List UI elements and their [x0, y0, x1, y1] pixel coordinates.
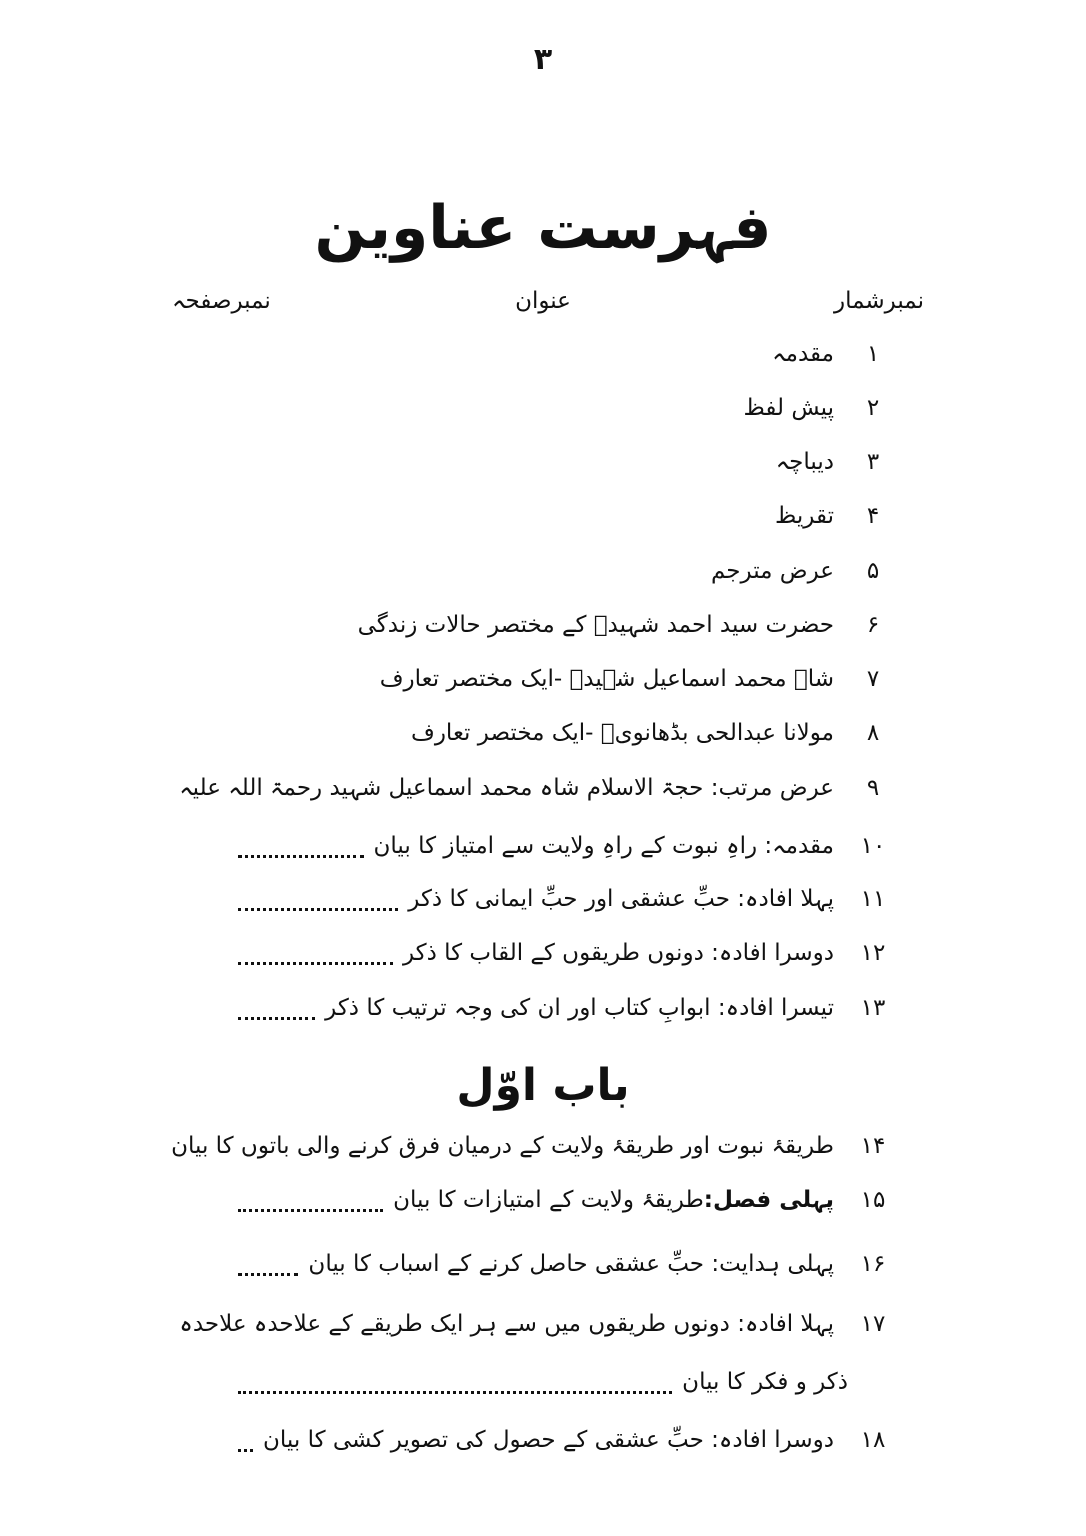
- toc-row: [238, 657, 898, 701]
- toc-leader: [238, 1447, 253, 1452]
- page-number: ۳: [533, 42, 553, 77]
- section-heading: باب اوّل: [456, 1060, 630, 1111]
- toc-number: ۱۷: [860, 1311, 886, 1337]
- toc-row: [238, 711, 898, 755]
- toc-title: طریقۂ نبوت اور طریقۂ ولایت کے درمیان فرق کرنے والی باتوں کا بیان: [171, 1133, 834, 1159]
- toc-leader: [238, 960, 393, 965]
- toc-row: [238, 986, 898, 1030]
- toc-title: پہلی ہدایت: حبِّ عشقی حاصل کرنے کے اسباب کا بیان: [308, 1251, 834, 1277]
- toc-title: مولانا عبدالحی بڈھانویؒ -ایک مختصر تعارف: [410, 720, 834, 746]
- toc-row: [238, 1242, 898, 1286]
- toc-title: پہلا افادہ: دونوں طریقوں میں سے ہر ایک طریقے کے علاحدہ علاحدہ: [179, 1311, 834, 1337]
- toc-leader: [238, 906, 398, 911]
- toc-row: [238, 332, 898, 376]
- toc-number: ۱۱: [860, 886, 886, 912]
- toc-title: شاہ محمد اسماعیل شہیدؒ -ایک مختصر تعارف: [379, 666, 834, 692]
- toc-row: [179, 766, 898, 810]
- toc-number: ۵: [866, 558, 880, 584]
- toc-row: [238, 1418, 898, 1462]
- toc-number: ۹: [866, 775, 880, 801]
- toc-number: ۴: [866, 503, 880, 529]
- toc-title: پہلا افادہ: حبِّ عشقی اور حبِّ ایمانی کا ذکر: [408, 886, 834, 912]
- toc-leader: [238, 1207, 383, 1212]
- toc-title: دوسرا افادہ: حبِّ عشقی کے حصول کی تصویر کشی کا بیان: [263, 1427, 834, 1453]
- toc-row: [238, 877, 898, 921]
- toc-title: عرض مرتب: حجۃ الاسلام شاہ محمد اسماعیل شہید رحمۃ اللہ علیہ: [179, 775, 834, 801]
- toc-title-group: [393, 1187, 848, 1213]
- toc-number: ۱۳: [860, 995, 886, 1021]
- toc-leader: [238, 1015, 315, 1020]
- toc-row: [179, 1302, 898, 1346]
- toc-row: [238, 549, 898, 593]
- toc-title: پیش لفظ: [743, 395, 834, 421]
- toc-row: [238, 931, 898, 975]
- toc-title: مقدمہ: راہِ نبوت کے راہِ ولایت سے امتیاز کا بیان: [373, 833, 834, 859]
- toc-number: ۱۸: [860, 1427, 886, 1453]
- toc-number: ۸: [866, 720, 880, 746]
- toc-number: ۱۵: [860, 1187, 886, 1213]
- toc-title: عرض مترجم: [710, 558, 834, 584]
- toc-title: ذکر و فکر کا بیان: [682, 1369, 848, 1395]
- toc-title: تیسرا افادہ: ابوابِ کتاب اور ان کی وجہ ترتیب کا ذکر: [325, 995, 834, 1021]
- toc-row-continuation: [238, 1360, 848, 1404]
- toc-title: حضرت سید احمد شہیدؒ کے مختصر حالات زندگی: [357, 612, 834, 638]
- toc-row: [238, 603, 898, 647]
- toc-title-bold: پہلی فصل:: [703, 1187, 834, 1213]
- toc-number: ۱: [866, 341, 880, 367]
- header-serial-number: نمبرشمار: [833, 288, 924, 314]
- toc-title: دیباچہ: [775, 449, 834, 475]
- toc-number: ۲: [866, 395, 880, 421]
- toc-row: [238, 494, 898, 538]
- toc-number: ۶: [866, 612, 880, 638]
- toc-leader: [238, 853, 364, 858]
- toc-number: ۷: [866, 666, 880, 692]
- toc-row: [238, 1178, 898, 1222]
- toc-number: ۱۲: [860, 940, 886, 966]
- header-title: عنوان: [515, 288, 571, 314]
- toc-number: ۳: [866, 449, 880, 475]
- toc-title: مقدمہ: [772, 341, 834, 367]
- toc-leader: [238, 1271, 298, 1276]
- toc-title: تقریظ: [775, 503, 834, 529]
- page-title: فہرست عناوین: [314, 193, 772, 263]
- toc-number: ۱۰: [860, 833, 886, 859]
- toc-row: [171, 1124, 898, 1168]
- toc-number: ۱۶: [860, 1251, 886, 1277]
- toc-title: طریقۂ ولایت کے امتیازات کا بیان: [393, 1187, 704, 1213]
- toc-row: [238, 386, 898, 430]
- toc-leader: [238, 1389, 672, 1394]
- toc-title: دوسرا افادہ: دونوں طریقوں کے القاب کا ذکر: [402, 940, 834, 966]
- toc-number: ۱۴: [860, 1133, 886, 1159]
- toc-row: [238, 824, 898, 868]
- header-page-number: نمبرصفحہ: [172, 288, 271, 314]
- toc-row: [238, 440, 898, 484]
